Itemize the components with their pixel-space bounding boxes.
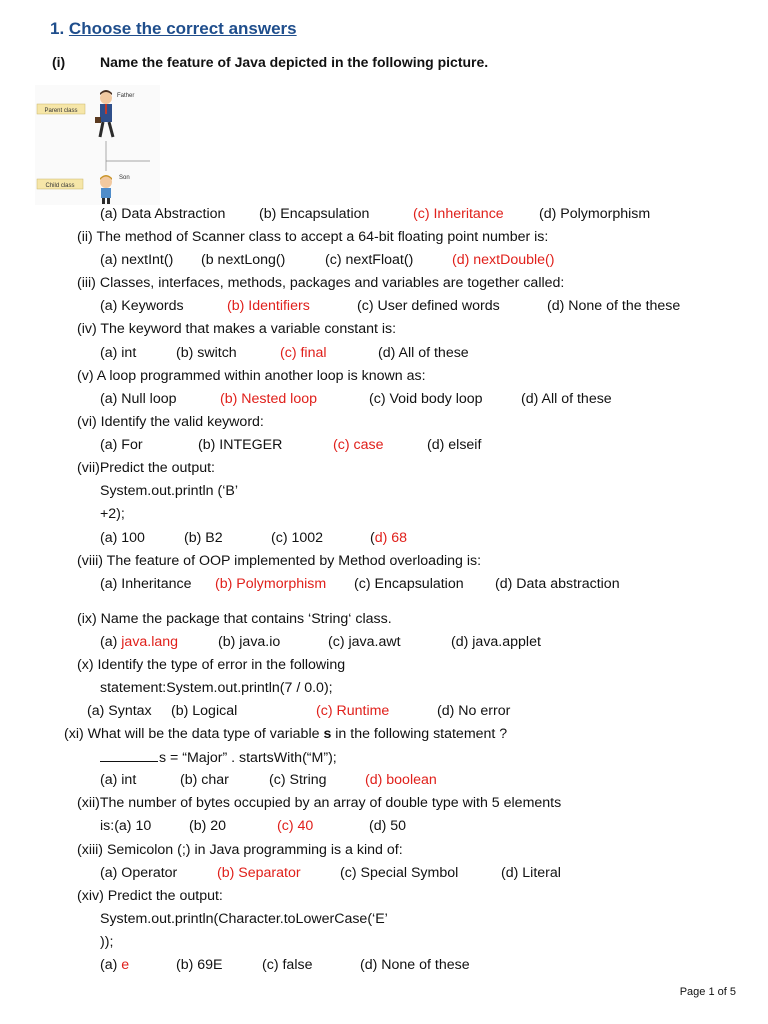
q12-option-a: is:(a) 10 xyxy=(100,818,152,834)
q6-option-b: (b) INTEGER xyxy=(198,437,283,453)
q9-option-a-answer: java.lang xyxy=(121,634,179,650)
q1-option-a: (a) Data Abstraction xyxy=(100,206,226,222)
q9-option-c: (c) java.awt xyxy=(328,634,401,650)
question-12-text: (xii)The number of bytes occupied by an array of double type with 5 elements xyxy=(77,795,562,811)
question-3-text: (iii) Classes, interfaces, methods, packages and variables are together called: xyxy=(77,275,565,291)
q5-option-a: (a) Null loop xyxy=(100,391,177,407)
q7-option-d xyxy=(370,530,407,547)
q4-option-b: (b) switch xyxy=(176,345,237,361)
section-number: 1. xyxy=(50,19,65,38)
q14-option-d: (d) None of these xyxy=(360,957,470,973)
q10-option-a: (a) Syntax xyxy=(87,703,152,719)
q11-option-b: (b) char xyxy=(180,772,229,788)
q14-option-a-prefix: (a) xyxy=(100,957,122,973)
q1-option-b: (b) Encapsulation xyxy=(259,206,370,222)
q7-code-line-2: +2); xyxy=(100,506,125,522)
question-9-text: (ix) Name the package that contains ‘String‘ class. xyxy=(77,611,392,627)
q12-option-d: (d) 50 xyxy=(369,818,407,834)
q11-text-pre: (xi) What will be the data type of variable xyxy=(64,726,324,742)
q7-option-a: (a) 100 xyxy=(100,530,145,546)
inheritance-figure xyxy=(35,85,160,205)
question-1-text: Name the feature of Java depicted in the following picture. xyxy=(100,54,489,70)
q4-option-d: (d) All of these xyxy=(378,345,469,361)
q7-option-b: (b) B2 xyxy=(184,530,223,546)
q3-option-d: (d) None of the these xyxy=(547,298,681,314)
question-5-text: (v) A loop programmed within another loop is known as: xyxy=(77,368,426,384)
q7-code-line-1: System.out.println (‘B’ xyxy=(100,483,238,499)
question-10-text: (x) Identify the type of error in the following xyxy=(77,657,346,673)
q12-option-b: (b) 20 xyxy=(189,818,227,834)
q14-option-a-answer: e xyxy=(121,957,130,973)
q5-option-c: (c) Void body loop xyxy=(369,391,483,407)
q9-option-a-prefix: (a) xyxy=(100,634,122,650)
question-7-text: (vii)Predict the output: xyxy=(77,460,215,476)
q8-option-c: (c) Encapsulation xyxy=(354,576,464,592)
q14-code-line-1: System.out.println(Character.toLowerCase(‘E’ xyxy=(100,911,388,927)
q7-option-d-answer: d) 68 xyxy=(374,530,408,546)
q11-code: s = “Major” . startsWith(“M”); xyxy=(159,750,337,766)
q13-option-b: (b) Separator xyxy=(217,865,301,881)
q14-option-c: (c) false xyxy=(262,957,313,973)
question-1-number: (i) xyxy=(52,54,66,70)
q2-option-c: (c) nextFloat() xyxy=(325,252,414,268)
page-number: Page 1 of 5 xyxy=(679,986,736,998)
father-son-illustration xyxy=(35,85,160,205)
q11-code-line xyxy=(100,749,337,767)
son-label: Son xyxy=(119,175,130,181)
q8-option-a: (a) Inheritance xyxy=(100,576,192,592)
q11-option-d: (d) boolean xyxy=(365,772,437,788)
question-4-text: (iv) The keyword that makes a variable constant is: xyxy=(77,321,397,337)
q8-option-d: (d) Data abstraction xyxy=(495,576,620,592)
q1-option-d: (d) Polymorphism xyxy=(539,206,651,222)
q5-option-b: (b) Nested loop xyxy=(220,391,317,407)
q11-option-c: (c) String xyxy=(269,772,327,788)
q13-option-d: (d) Literal xyxy=(501,865,561,881)
q12-option-c: (c) 40 xyxy=(277,818,314,834)
question-2-text: (ii) The method of Scanner class to accept a 64-bit floating point number is: xyxy=(77,229,549,245)
q9-option-d: (d) java.applet xyxy=(451,634,541,650)
q1-option-c: (c) Inheritance xyxy=(413,206,504,222)
q2-option-d: (d) nextDouble() xyxy=(452,252,555,268)
q13-option-c: (c) Special Symbol xyxy=(340,865,459,881)
q10-option-c: (c) Runtime xyxy=(316,703,390,719)
section-heading xyxy=(50,19,297,39)
q14-code-line-2: )); xyxy=(100,934,114,950)
father-label: Father xyxy=(117,93,135,99)
q3-option-b: (b) Identifiers xyxy=(227,298,310,314)
q11-blank xyxy=(100,749,158,762)
section-title: Choose the correct answers xyxy=(68,19,297,38)
q5-option-d: (d) All of these xyxy=(521,391,612,407)
question-14-text: (xiv) Predict the output: xyxy=(77,888,223,904)
q14-option-a xyxy=(100,957,129,974)
q9-option-b: (b) java.io xyxy=(218,634,281,650)
question-8-text: (viii) The feature of OOP implemented by Method overloading is: xyxy=(77,553,482,569)
parent-class-label: Parent class xyxy=(44,108,78,114)
q4-option-a: (a) int xyxy=(100,345,137,361)
q10-option-d: (d) No error xyxy=(437,703,511,719)
q6-option-c: (c) case xyxy=(333,437,384,453)
q11-text-bold: s xyxy=(323,726,332,742)
q10-option-b: (b) Logical xyxy=(171,703,238,719)
question-13-text: (xiii) Semicolon (;) in Java programming is a kind of: xyxy=(77,842,403,858)
q8-option-b: (b) Polymorphism xyxy=(215,576,327,592)
q2-option-b: (b nextLong() xyxy=(201,252,286,268)
question-11-text xyxy=(64,726,507,743)
q6-option-a: (a) For xyxy=(100,437,143,453)
question-6-text: (vi) Identify the valid keyword: xyxy=(77,414,264,430)
q7-option-d-prefix: ( xyxy=(370,530,375,546)
q13-option-a: (a) Operator xyxy=(100,865,178,881)
q11-text-post: in the following statement ? xyxy=(331,726,508,742)
child-class-label: Child class xyxy=(45,183,75,189)
q3-option-c: (c) User defined words xyxy=(357,298,500,314)
q2-option-a: (a) nextInt() xyxy=(100,252,174,268)
q7-option-c: (c) 1002 xyxy=(271,530,324,546)
q9-option-a xyxy=(100,634,178,651)
q10-code: statement:System.out.println(7 / 0.0); xyxy=(100,680,333,696)
q14-option-b: (b) 69E xyxy=(176,957,223,973)
q6-option-d: (d) elseif xyxy=(427,437,482,453)
q11-option-a: (a) int xyxy=(100,772,137,788)
q4-option-c: (c) final xyxy=(280,345,327,361)
q3-option-a: (a) Keywords xyxy=(100,298,184,314)
